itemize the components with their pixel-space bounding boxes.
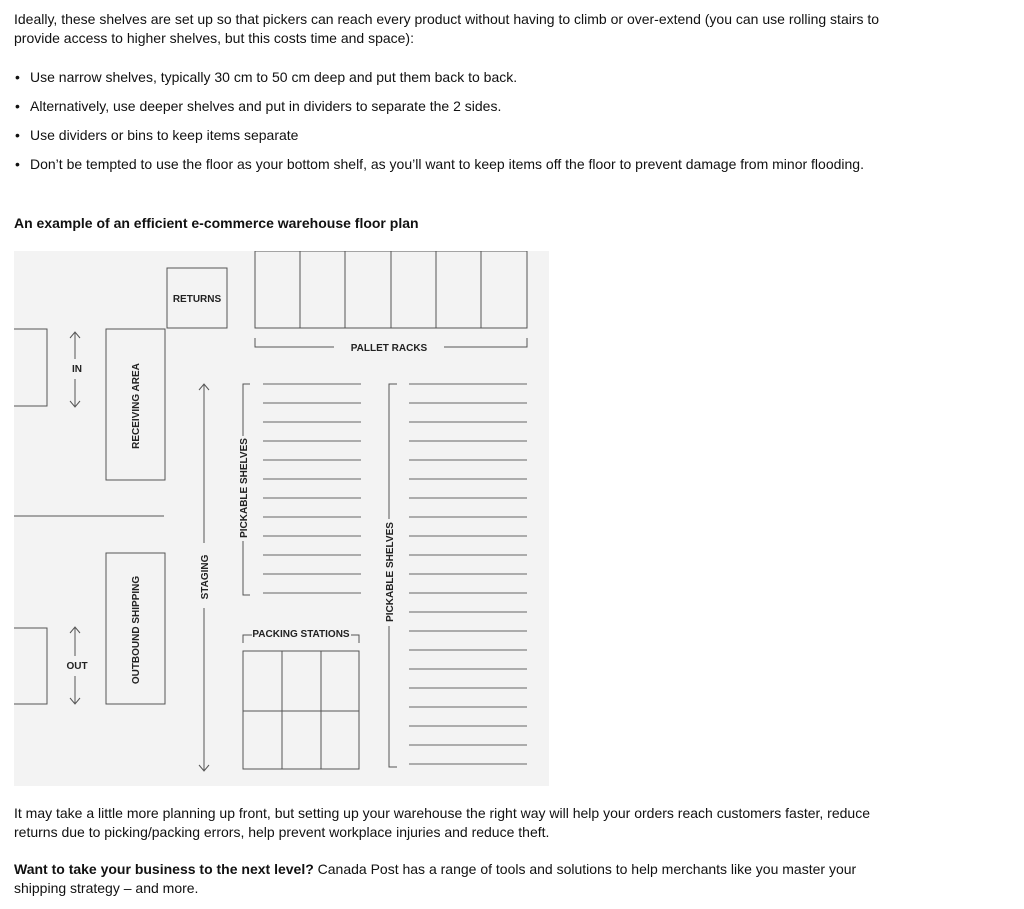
cta-text: Canada Post has a range of tools and solutions to help merchants like you master your shipping strategy – and more.	[14, 861, 857, 896]
right-shelf-lines	[409, 384, 527, 764]
list-item: • Use narrow shelves, typically 30 cm to 50 cm deep and put them back to back.	[14, 67, 894, 88]
closing-paragraph: It may take a little more planning up front, but setting up your warehouse the right way will help your orders reach customers faster, reduce returns due to picking/packing errors, help prevent workplace injuries and reduce theft.	[14, 805, 870, 840]
intro-paragraph: Ideally, these shelves are set up so that pickers can reach every product without having to climb or over-extend (you can use rolling stairs to provide access to higher shelves, but this costs time and space):	[14, 11, 880, 46]
pickable-shelves-left-label: PICKABLE SHELVES	[239, 438, 250, 538]
pickable-shelves-right-label: PICKABLE SHELVES	[385, 522, 396, 622]
list-item: • Use dividers or bins to keep items separate	[14, 125, 894, 146]
list-item: • Alternatively, use deeper shelves and put in dividers to separate the 2 sides.	[14, 96, 894, 117]
out-label: OUT	[66, 661, 88, 672]
cta-bold-text: Want to take your business to the next level?	[14, 861, 314, 877]
warehouse-floor-plan	[14, 251, 549, 786]
figure-title: An example of an efficient e-commerce warehouse floor plan	[14, 215, 419, 231]
cta-paragraph	[14, 860, 894, 898]
shelving-tips-list	[14, 67, 894, 183]
packing-stations-label: PACKING STATIONS	[252, 629, 350, 640]
pallet-racks-label: PALLET RACKS	[350, 343, 428, 354]
outbound-shipping-label: OUTBOUND SHIPPING	[131, 575, 142, 685]
list-item: • Don’t be tempted to use the floor as your bottom shelf, as you’ll want to keep items off the floor to prevent damage from minor flooding.	[14, 154, 894, 175]
receiving-area-label: RECEIVING AREA	[131, 363, 142, 449]
returns-label: RETURNS	[172, 294, 222, 305]
in-label: IN	[72, 364, 82, 375]
staging-label: STAGING	[200, 554, 211, 600]
